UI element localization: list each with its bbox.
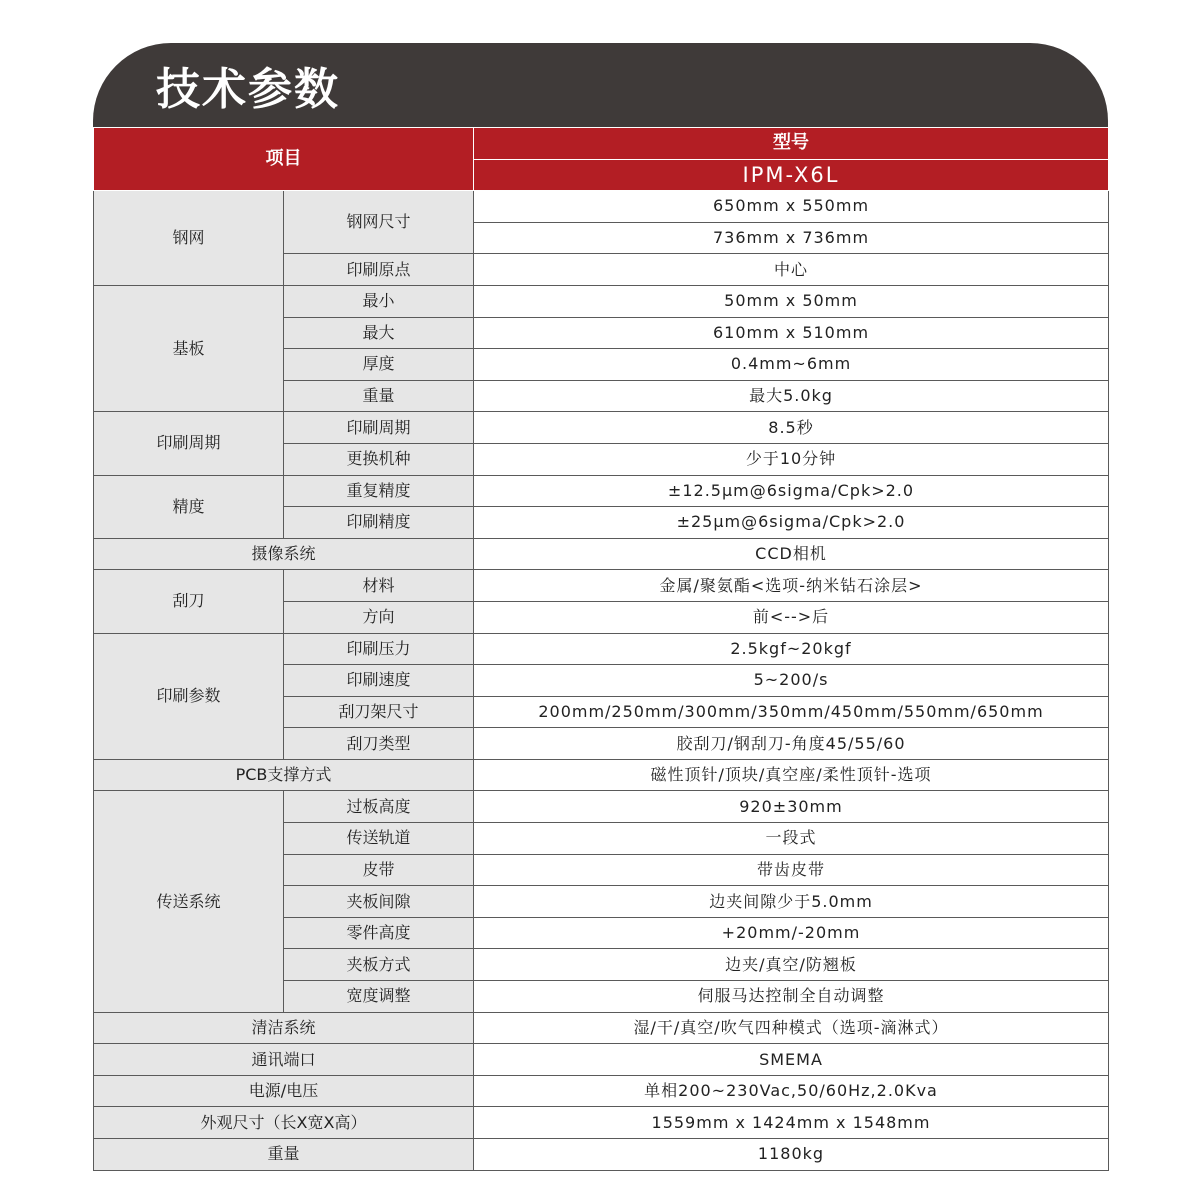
value-cell: 最大5.0kg [474,380,1109,412]
value-cell: 650mm x 550mm [474,191,1109,223]
table-row [94,633,1109,665]
group-cell: 电源/电压 [94,1075,474,1107]
group-cell: 钢网 [94,191,284,286]
value-cell: 736mm x 736mm [474,222,1109,254]
value-cell: ±25μm@6sigma/Cpk>2.0 [474,507,1109,539]
value-cell: 边夹/真空/防翘板 [474,949,1109,981]
spec-table [93,127,1109,1171]
group-cell: 摄像系统 [94,538,474,570]
sub-cell: 刮刀架尺寸 [284,696,474,728]
group-cell: PCB支撑方式 [94,759,474,791]
table-row [94,1012,1109,1044]
sub-cell: 宽度调整 [284,981,474,1013]
sub-cell: 最大 [284,317,474,349]
table-row [94,191,1109,223]
sub-cell: 传送轨道 [284,823,474,855]
group-cell: 印刷周期 [94,412,284,475]
value-cell: 带齿皮带 [474,854,1109,886]
value-cell: 920±30mm [474,791,1109,823]
table-row [94,1139,1109,1171]
sub-cell: 厚度 [284,349,474,381]
header-model-name: IPM-X6L [474,159,1109,191]
sub-cell: 方向 [284,601,474,633]
value-cell: 边夹间隙少于5.0mm [474,886,1109,918]
value-cell: +20mm/-20mm [474,917,1109,949]
value-cell: 湿/干/真空/吹气四种模式（选项-滴淋式） [474,1012,1109,1044]
table-row [94,475,1109,507]
table-row [94,1075,1109,1107]
sub-cell: 最小 [284,285,474,317]
sub-cell: 过板高度 [284,791,474,823]
table-row [94,538,1109,570]
value-cell: 金属/聚氨酯<选项-纳米钻石涂层> [474,570,1109,602]
header-item: 项目 [94,128,474,191]
sub-cell: 材料 [284,570,474,602]
header-model-label: 型号 [474,128,1109,160]
group-cell: 通讯端口 [94,1044,474,1076]
value-cell: 少于10分钟 [474,443,1109,475]
sub-cell: 重复精度 [284,475,474,507]
sub-cell: 钢网尺寸 [284,191,474,254]
table-row [94,285,1109,317]
value-cell: 0.4mm~6mm [474,349,1109,381]
table-row [94,1107,1109,1139]
header-row [94,128,1109,160]
sub-cell: 印刷原点 [284,254,474,286]
value-cell: 磁性顶针/顶块/真空座/柔性顶针-选项 [474,759,1109,791]
value-cell: 5~200/s [474,665,1109,697]
sub-cell: 刮刀类型 [284,728,474,760]
sub-cell: 重量 [284,380,474,412]
value-cell: 2.5kgf~20kgf [474,633,1109,665]
group-cell: 基板 [94,285,284,411]
sub-cell: 零件高度 [284,917,474,949]
value-cell: 伺服马达控制全自动调整 [474,981,1109,1013]
group-cell: 清洁系统 [94,1012,474,1044]
table-row [94,791,1109,823]
value-cell: ±12.5μm@6sigma/Cpk>2.0 [474,475,1109,507]
table-row [94,412,1109,444]
value-cell: 200mm/250mm/300mm/350mm/450mm/550mm/650mm [474,696,1109,728]
group-cell: 外观尺寸（长X宽X高） [94,1107,474,1139]
table-row [94,570,1109,602]
sub-cell: 印刷精度 [284,507,474,539]
value-cell: 胶刮刀/钢刮刀-角度45/55/60 [474,728,1109,760]
value-cell: 8.5秒 [474,412,1109,444]
value-cell: 单相200~230Vac,50/60Hz,2.0Kva [474,1075,1109,1107]
group-cell: 传送系统 [94,791,284,1012]
value-cell: 1559mm x 1424mm x 1548mm [474,1107,1109,1139]
table-row [94,1044,1109,1076]
value-cell: CCD相机 [474,538,1109,570]
sub-cell: 印刷压力 [284,633,474,665]
value-cell: 1180kg [474,1139,1109,1171]
group-cell: 刮刀 [94,570,284,633]
sub-cell: 夹板方式 [284,949,474,981]
group-cell: 重量 [94,1139,474,1171]
sub-cell: 夹板间隙 [284,886,474,918]
value-cell: 一段式 [474,823,1109,855]
sub-cell: 更换机种 [284,443,474,475]
sub-cell: 印刷周期 [284,412,474,444]
group-cell: 印刷参数 [94,633,284,759]
group-cell: 精度 [94,475,284,538]
sub-cell: 皮带 [284,854,474,886]
sub-cell: 印刷速度 [284,665,474,697]
value-cell: 50mm x 50mm [474,285,1109,317]
value-cell: 中心 [474,254,1109,286]
value-cell: 610mm x 510mm [474,317,1109,349]
table-row [94,759,1109,791]
value-cell: 前<-->后 [474,601,1109,633]
value-cell: SMEMA [474,1044,1109,1076]
page-title: 技术参数 [156,64,340,115]
